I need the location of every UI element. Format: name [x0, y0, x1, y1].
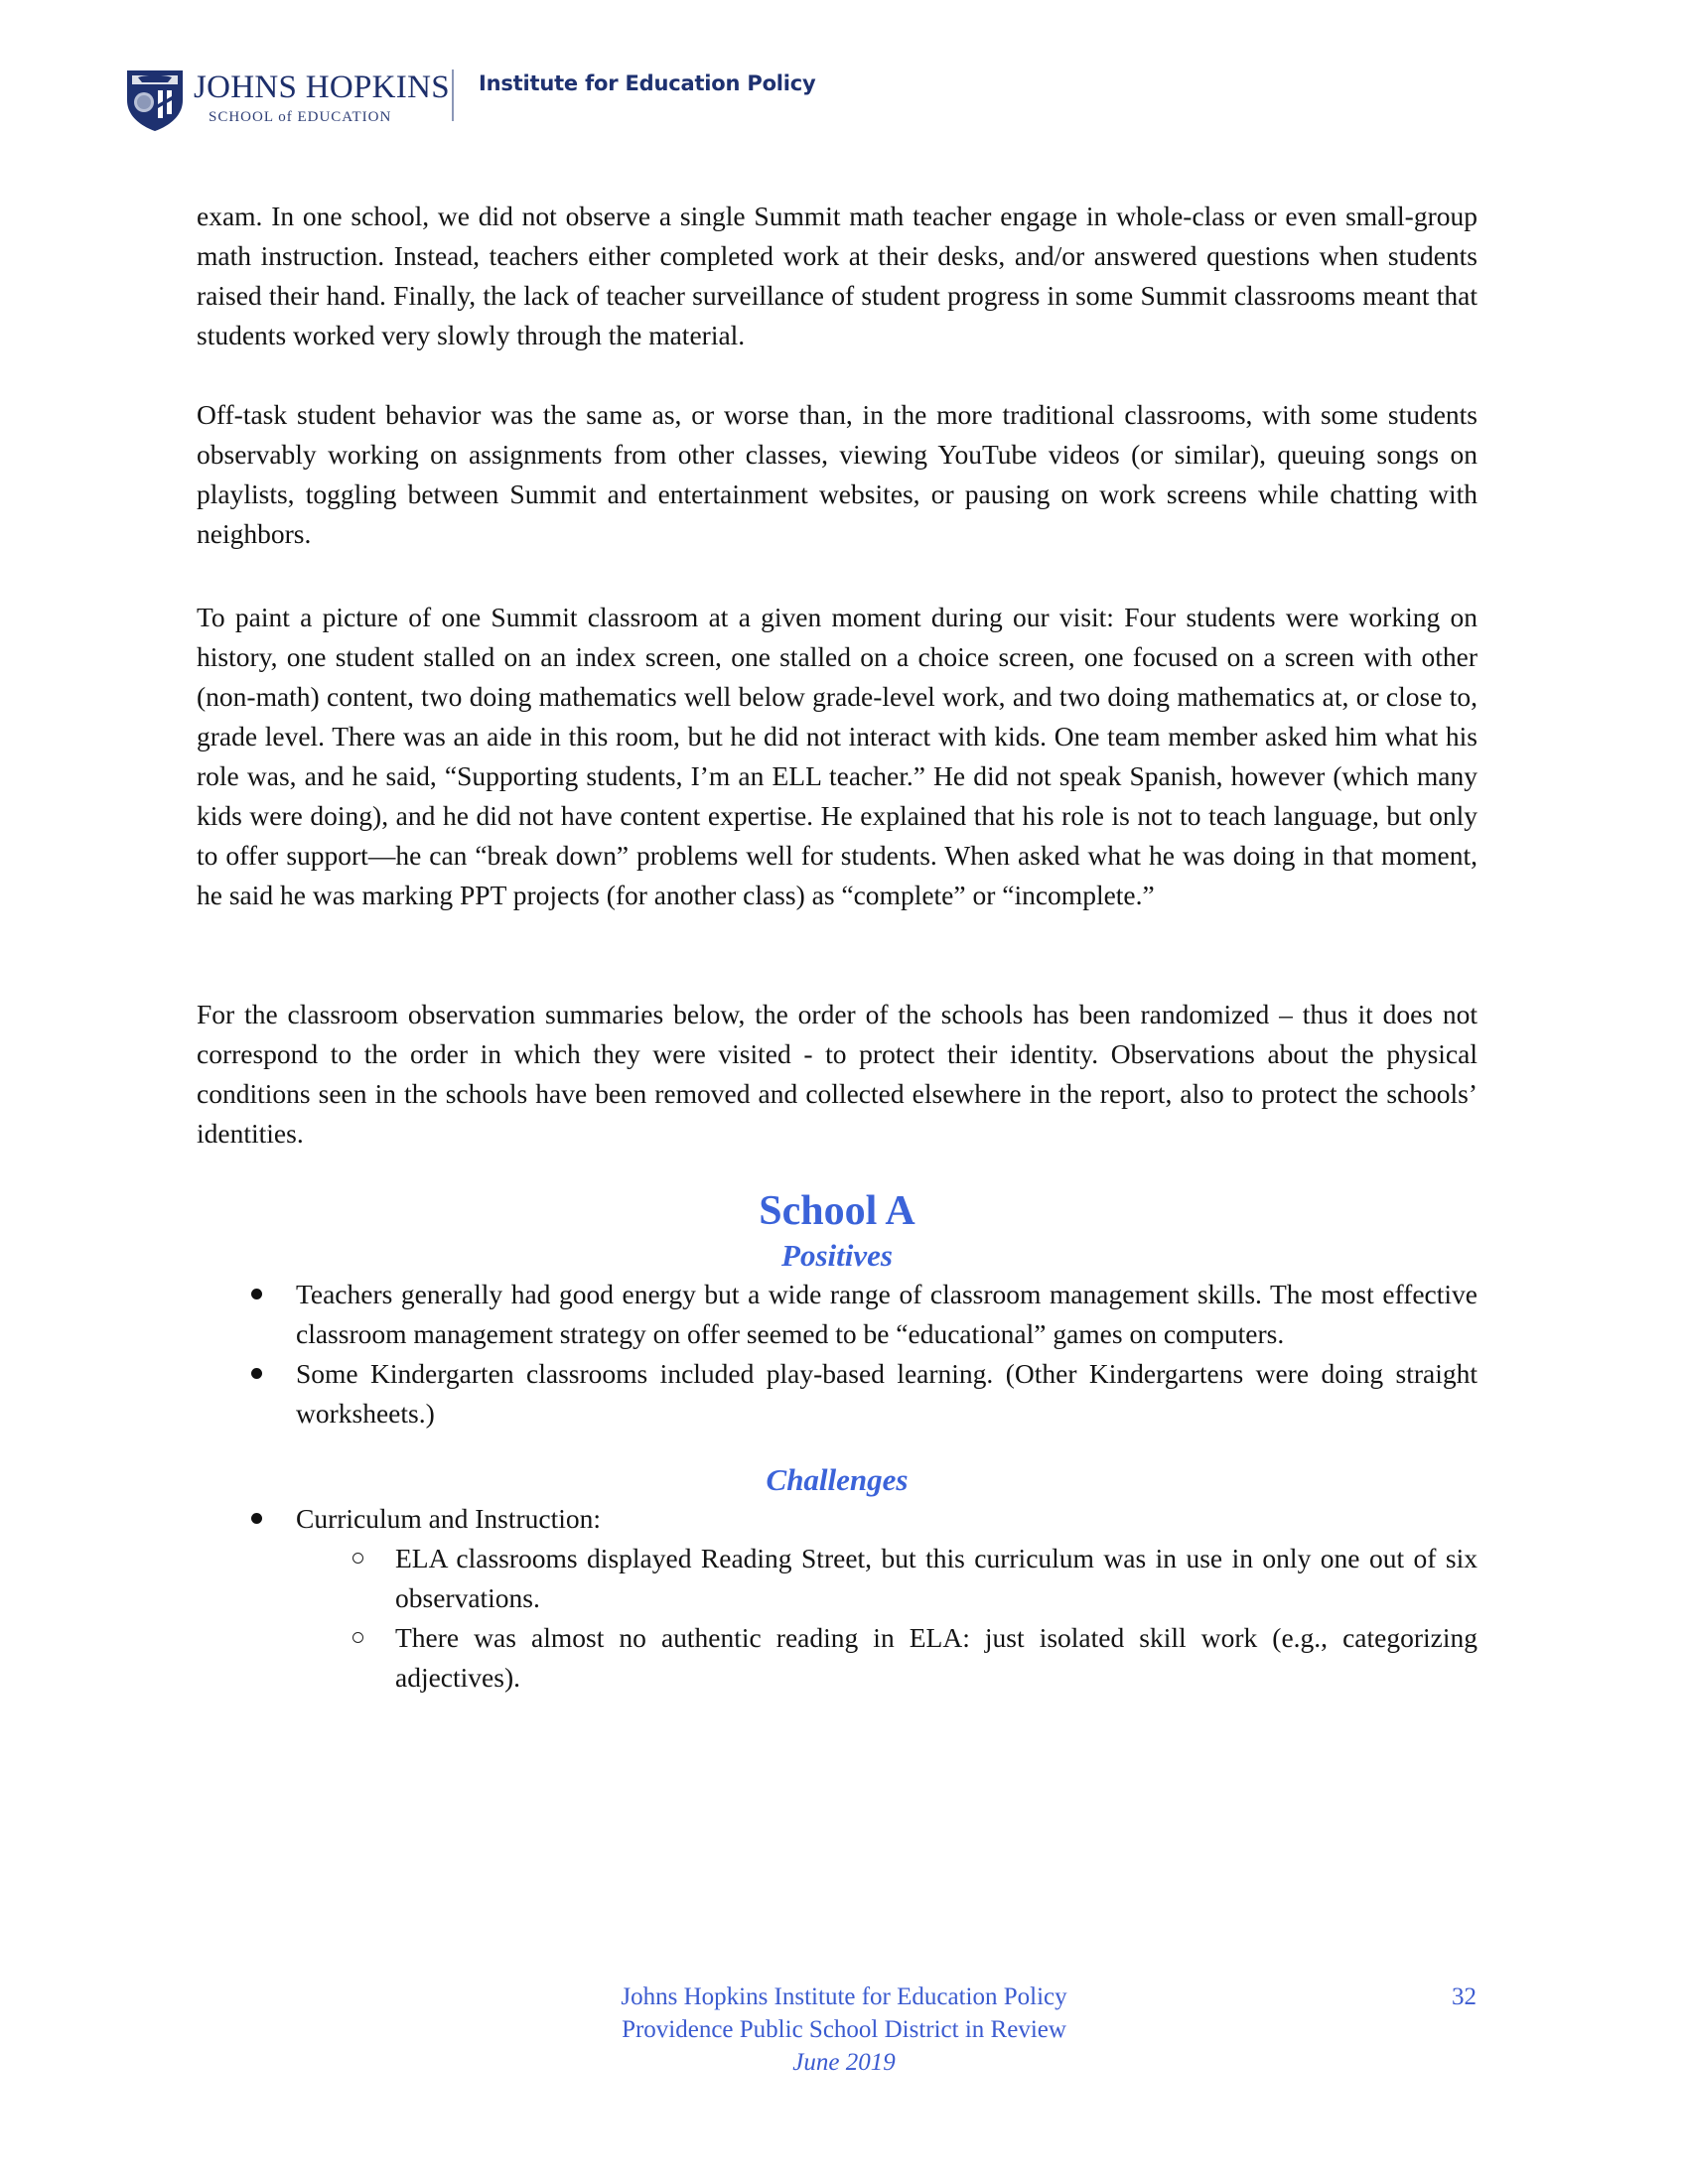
- sub-list-item-text: ELA classrooms displayed Reading Street, but this curriculum was in use in only one out of six observations.: [395, 1543, 1477, 1613]
- list-item: [197, 1354, 1477, 1433]
- list-item: [197, 1499, 1477, 1698]
- footer-report-title: Providence Public School District in Review: [622, 2016, 1066, 2043]
- page-footer: [0, 1980, 1688, 2079]
- bullet-icon: [251, 1368, 262, 1379]
- university-shield-icon: [124, 67, 186, 132]
- sub-list-item-text: There was almost no authentic reading in ELA: just isolated skill work (e.g., categorizing adjectives).: [395, 1622, 1477, 1693]
- logo-wordmark: JOHNS HOPKINS: [194, 69, 450, 105]
- institute-name: Institute for Education Policy: [479, 71, 816, 95]
- section-title: School A: [759, 1188, 915, 1234]
- footer-date: June 2019: [792, 2049, 896, 2076]
- paragraph: To paint a picture of one Summit classroom at a given moment during our visit: Four students were working on history, one student stalled on an index screen, one stalled on a choice screen, one focused on a screen with other (non-math) content, two doing mathematics well below grade-level work, and two doing mathematics at, or close to, grade level. There was an aide in this room, but he did not interact with kids. One team member asked him what his role was, and he said, “Supporting students, I’m an ELL teacher.” He did not speak Spanish, however (which many kids were doing), and he did not have content expertise. He explained that his role is not to teach language, but only to offer support—he can “break down” problems well for students. When asked what he was doing in that moment, he said he was marking PPT projects (for another class) as “complete” or “incomplete.”: [197, 602, 1477, 910]
- logo-subtitle: SCHOOL of EDUCATION: [209, 109, 392, 125]
- paragraph: For the classroom observation summaries below, the order of the schools has been randomized – thus it does not correspond to the order in which they were visited - to protect their identity. Observations about the physical conditions seen in the schools have been removed and collected elsewhere in the report, also to protect the schools’ identities.: [197, 999, 1477, 1149]
- hollow-bullet-icon: [352, 1632, 363, 1643]
- bullet-icon: [251, 1289, 262, 1299]
- sub-list-item: [296, 1618, 1477, 1698]
- header-divider: [452, 69, 454, 121]
- document-body: [197, 197, 1477, 1698]
- page-header: [119, 62, 914, 141]
- page-number: 32: [1452, 1983, 1477, 2010]
- challenges-heading: Challenges: [766, 1462, 909, 1497]
- school-a-section: [197, 1185, 1477, 1698]
- list-item: [197, 1275, 1477, 1354]
- list-item-text: Curriculum and Instruction:: [296, 1503, 602, 1534]
- footer-org: Johns Hopkins Institute for Education Policy: [621, 1983, 1067, 2010]
- paragraph: exam. In one school, we did not observe a single Summit math teacher engage in whole-class or even small-group math instruction. Instead, teachers either completed work at their desks, and/or answered questions when students raised their hand. Finally, the lack of teacher surveillance of student progress in some Summit classrooms meant that students worked very slowly through the material.: [197, 201, 1477, 350]
- sub-list-item: [296, 1539, 1477, 1618]
- positives-heading: Positives: [781, 1238, 893, 1273]
- hollow-bullet-icon: [352, 1553, 363, 1564]
- sub-list: [296, 1539, 1477, 1698]
- challenges-list: [197, 1499, 1477, 1698]
- list-item-text: Teachers generally had good energy but a wide range of classroom management skills. The most effective classroom management strategy on offer seemed to be “educational” games on computers.: [296, 1279, 1477, 1349]
- paragraph: Off-task student behavior was the same as, or worse than, in the more traditional classrooms, with some students observably working on assignments from other classes, viewing YouTube videos (or similar), queuing songs on playlists, toggling between Summit and entertainment websites, or pausing on work screens while chatting with neighbors.: [197, 399, 1477, 549]
- bullet-icon: [251, 1513, 262, 1524]
- positives-list: [197, 1275, 1477, 1433]
- list-item-text: Some Kindergarten classrooms included play-based learning. (Other Kindergartens were doing straight worksheets.): [296, 1358, 1477, 1429]
